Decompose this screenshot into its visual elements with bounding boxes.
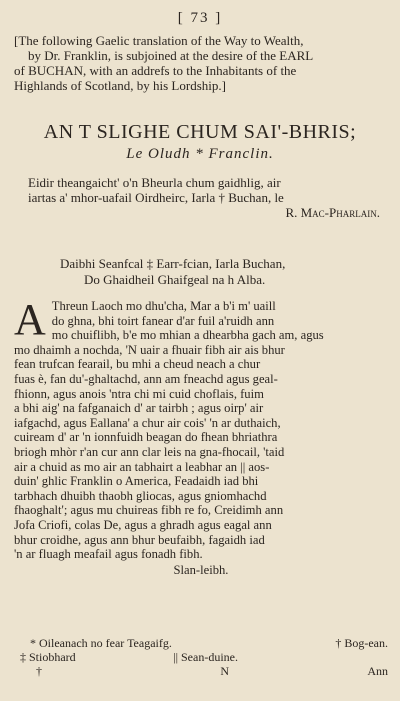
body-line: do ghna, bhi toirt fanear d'ar fuil a'ruidh ann — [51, 313, 275, 328]
body-line: a bhi aig' na fafganaich d' ar tairbh ; agus oirp' air — [14, 401, 264, 416]
intro-line: of BUCHAN, with an addrefs to the Inhabitants of the — [14, 63, 297, 78]
body-line: air a chuid as mo air an tabhairt a leabhar an || aos- — [14, 459, 270, 474]
intro-line: [The following Gaelic translation of the Way to Wealth, — [14, 33, 304, 48]
dedication-line: Do Ghaidheil Ghaifgeal na h Alba. — [84, 272, 266, 287]
body-line: fuas è, fan du'-ghaltachd, ann am fneachd agus geal- — [14, 371, 278, 386]
body-line: mo dhaimh a nochda, 'N uair a fhuair fibh air ais bhur — [14, 342, 285, 357]
dedication — [60, 256, 380, 288]
body-line: duin' ghlic Franklin o America, Feadaidh iad bhi — [14, 474, 259, 489]
body-line: fhaoghalt'; agus mu chuireas fibh re fo, Creidimh ann — [14, 503, 284, 518]
body-line: briogh mhòr r'an cur ann clar leis na gna-fhocail, 'taid — [14, 444, 285, 459]
footnotes — [14, 636, 388, 678]
page-subtitle: Le Oludh * Franclin. — [126, 146, 274, 162]
catchword-mark: † — [36, 664, 42, 678]
page-title: AN T SLIGHE CHUM SAI'-BHRIS; — [43, 121, 357, 143]
body-line: fhionn, agus anois 'ntra chi mi cuid choflais, fuim — [14, 386, 264, 401]
intro-line: by Dr. Franklin, is subjoined at the desire of the EARL — [28, 48, 314, 63]
catchword: Ann — [367, 664, 388, 678]
intro-line: Highlands of Scotland, by his Lordship.] — [14, 78, 226, 93]
translation-line: iartas a' mhor-uafail Oirdheirc, Iarla † Buchan, le — [28, 190, 284, 205]
translator-name: R. Mac-Pharlain. — [285, 205, 380, 220]
translation-line: Eidir theangaicht' o'n Bheurla chum gaidhlig, air — [28, 175, 281, 190]
footnote: ‡ Stiobhard — [20, 650, 76, 664]
body-line: Jofa Criofi, colas De, agus a ghradh agus eagal ann — [14, 517, 272, 532]
footnote: || Sean-duine. — [173, 650, 238, 664]
signature-mark: N — [220, 664, 229, 678]
body-line: mo chuiflibh, b'e mo mhian a dhearbha gach am, agus — [51, 328, 324, 343]
signoff: Slan-leibh. — [173, 562, 229, 577]
footnote-row — [14, 636, 388, 650]
body-line: bhur croidhe, agus ann bhur beufaibh, fagaidh iad — [14, 532, 265, 547]
dedication-line: Daibhi Seanfcal ‡ Earr-fcian, Iarla Buchan, — [60, 256, 286, 271]
drop-cap: A — [14, 295, 46, 344]
body-line: fean trufcan fearail, bu mhi a cheud neach a chur — [14, 357, 261, 372]
intro-note — [14, 33, 388, 93]
body-line: Threun Laoch mo dhu'cha, Mar a b'i m' uaill — [51, 299, 276, 313]
translation-credit — [28, 175, 380, 220]
body-text — [14, 295, 388, 577]
body-line: tarbhach dhuibh thaobh gliocas, agus gniomhachd — [14, 488, 267, 503]
footnote: * Oileanach no fear Teagaifg. — [30, 636, 172, 650]
footnote-row — [14, 650, 388, 664]
footnote-row — [14, 664, 388, 678]
body-line: cuiream d' ar 'n ionnfuidh beagan do fhean bhriathra — [14, 430, 278, 445]
page-number: [ 73 ] — [177, 10, 223, 26]
body-line: 'n ar fluagh meafail agus fonadh fibh. — [14, 547, 203, 562]
body-line: iafgachd, agus Eallana' a chur air cois' 'n ar duthaich, — [14, 415, 281, 430]
footnote: † Bog-ean. — [335, 636, 388, 650]
body-paragraph — [14, 295, 388, 562]
